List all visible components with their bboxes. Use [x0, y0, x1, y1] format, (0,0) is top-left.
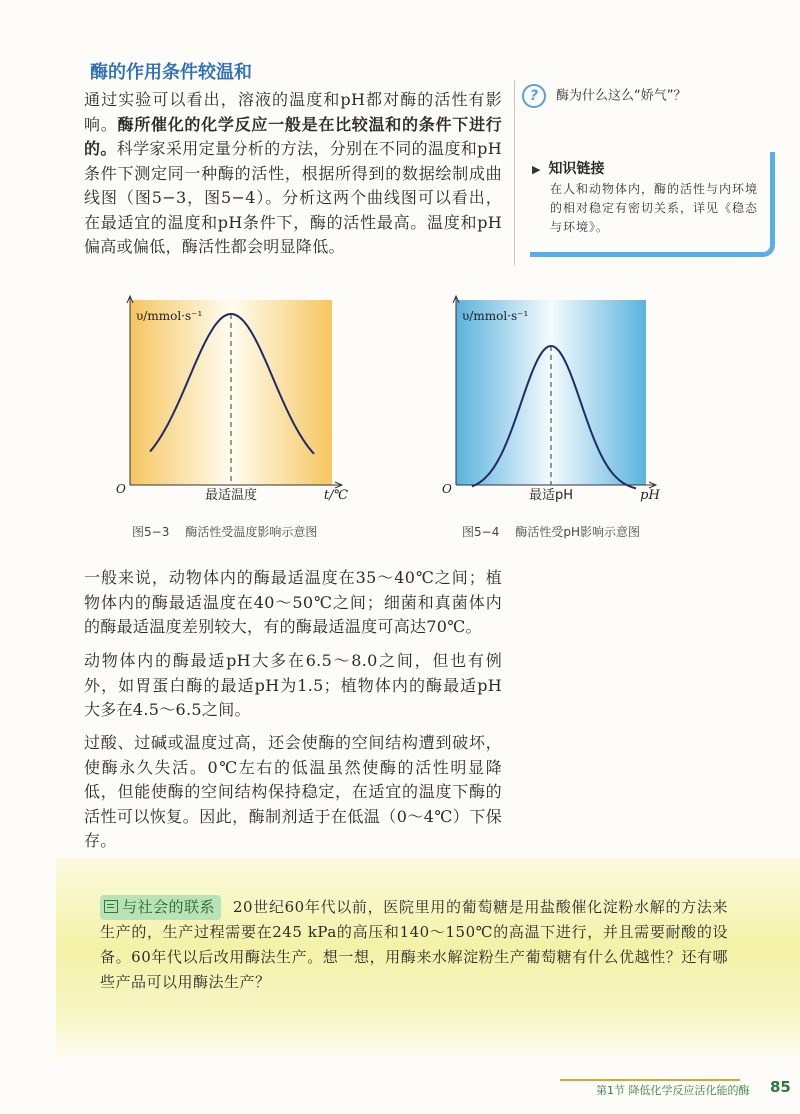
caption-text: 酶活性受pH影响示意图: [515, 525, 640, 539]
intro-text: 通过实验可以看出，溶液的温度和pH都对酶的活性有影响。: [84, 90, 502, 134]
figure-temperature: [110, 292, 360, 507]
figure-ph: [440, 292, 680, 507]
society-tag-label: 与社会的联系: [122, 898, 216, 916]
x-axis-label: t/℃: [323, 488, 349, 503]
footer-divider: [560, 1079, 740, 1081]
paragraph-ph: [52, 649, 502, 723]
paragraph-intro: [52, 88, 502, 260]
question-icon: ?: [522, 84, 546, 108]
society-tag: [100, 895, 221, 920]
caption-number: 图5−4: [462, 525, 500, 539]
triangle-icon: ▶: [532, 163, 541, 176]
footer-section: 第1节 降低化学反应活化能的酶: [596, 1084, 750, 1097]
origin-label: O: [442, 482, 452, 496]
sidebar-question-text: 酶为什么这么“娇气”？: [556, 88, 687, 104]
figure-ph-caption: [462, 523, 640, 540]
book-icon: [104, 900, 118, 913]
paragraph-temperature-text: 一般来说，动物体内的酶最适温度在35～40℃之间；植物体内的酶最适温度在40～50℃之间；细菌和真菌体内的酶最适温度差别较大，有的酶最适温度可高达70℃。: [84, 568, 502, 636]
caption-text: 酶活性受温度影响示意图: [185, 525, 318, 539]
paragraph-inactivation: [52, 731, 502, 854]
figure-temperature-caption: [132, 523, 317, 540]
x-axis-label: pH: [640, 488, 660, 503]
caption-number: 图5−3: [132, 525, 170, 539]
page-number: 85: [770, 1078, 791, 1096]
y-axis-label: υ/mmol·s⁻¹: [136, 309, 203, 323]
knowledge-link-text: 在人和动物体内，酶的活性与内环境的相对稳定有密切关系，详见《稳态与环境》。: [550, 182, 759, 234]
origin-label: O: [116, 482, 126, 496]
ph-chart: [440, 292, 680, 507]
society-text-block: [100, 895, 728, 995]
paragraph-ph-text: 动物体内的酶最适pH大多在6.5～8.0之间，但也有例外，如胃蛋白酶的最适pH为1.5；植物体内的酶最适pH大多在4.5～6.5之间。: [84, 651, 502, 719]
section-title: 酶的作用条件较温和: [90, 62, 252, 83]
optimum-label: 最适pH: [528, 488, 574, 503]
paragraph-temperature: [52, 566, 502, 640]
intro-bold-text: 酶所催化的化学反应一般是在比较温和的条件下进行的。: [84, 114, 502, 158]
society-text: 20世纪60年代以前，医院里用的葡萄糖是用盐酸催化淀粉水解的方法来生产的，生产过程需要在245 kPa的高压和140～150℃的高温下进行，并且需要耐酸的设备。60年代以后改用酶法生产。想一想，用酶来水解淀粉生产葡萄糖有什么优越性？还有哪些产品可以用酶法生产？: [100, 898, 728, 991]
sidebar-divider: [514, 80, 515, 265]
knowledge-link-box: [530, 152, 775, 257]
y-axis-label: υ/mmol·s⁻¹: [462, 309, 529, 323]
knowledge-link-heading: [532, 158, 770, 178]
sidebar-question: [522, 84, 686, 108]
paragraph-inactivation-text: 过酸、过碱或温度过高，还会使酶的空间结构遭到破坏，使酶永久失活。0℃左右的低温虽然使酶的活性明显降低，但能使酶的空间结构保持稳定，在适宜的温度下酶的活性可以恢复。因此，酶制剂适于在低温（0～4℃）下保存。: [84, 733, 502, 850]
temperature-chart: [110, 292, 360, 507]
intro-text-rest: 科学家采用定量分析的方法，分别在不同的温度和pH条件下测定同一种酶的活性，根据所得到的数据绘制成曲线图（图5−3，图5−4）。分析这两个曲线图可以看出，在最适宜的温度和pH条件下，酶的活性最高。温度和pH偏高或偏低，酶活性都会明显降低。: [84, 139, 502, 256]
knowledge-link-title: 知识链接: [548, 161, 605, 177]
optimum-label: 最适温度: [204, 488, 258, 503]
